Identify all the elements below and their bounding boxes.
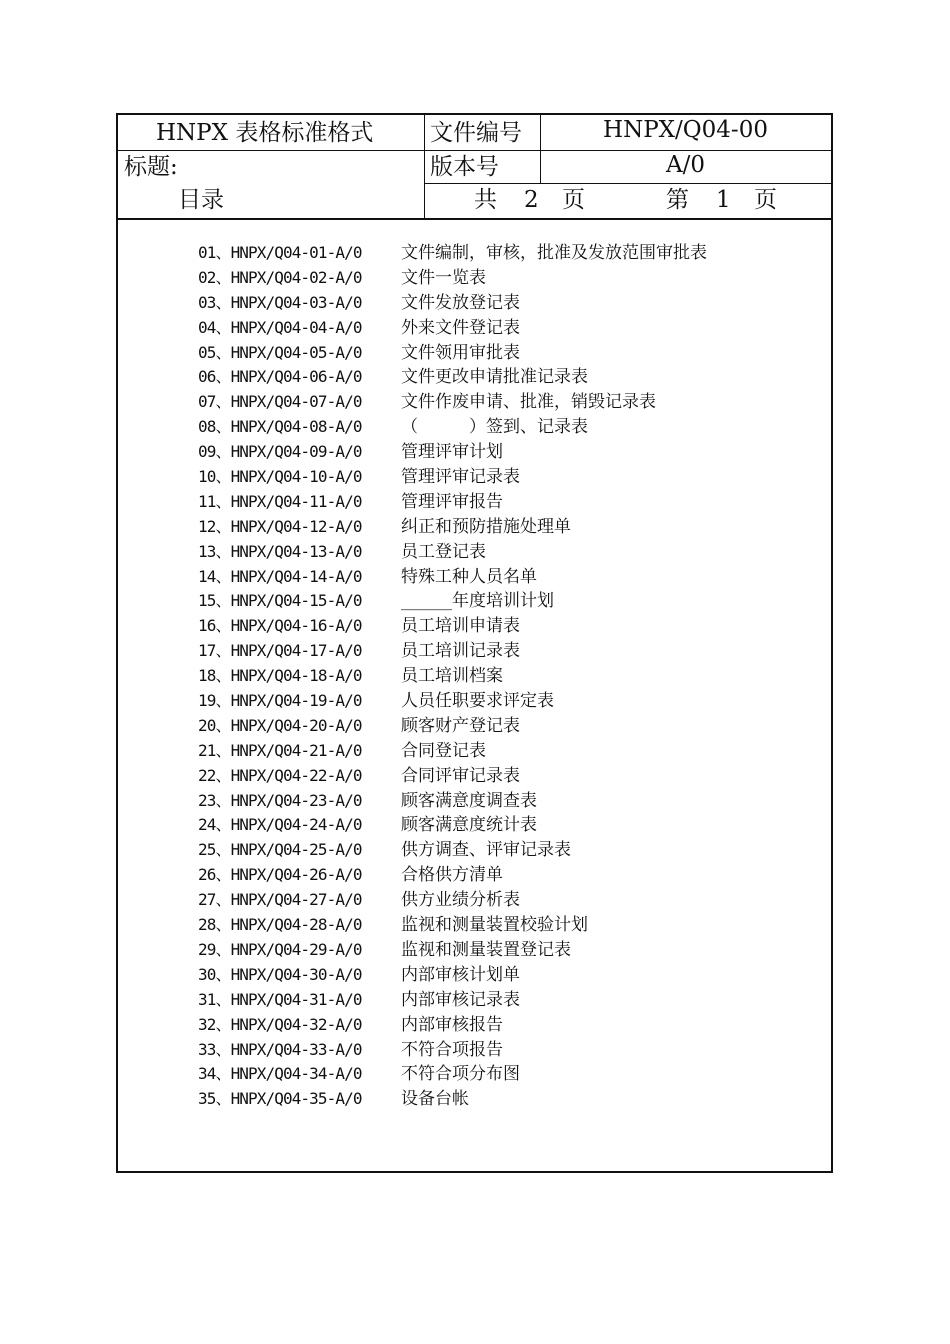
- form-name: 不符合项分布图: [401, 1064, 520, 1085]
- form-code: 17、HNPX/Q04-17-A/0: [198, 641, 362, 661]
- form-name: 顾客满意度统计表: [401, 815, 537, 836]
- form-name: 合同评审记录表: [401, 765, 520, 786]
- page-number: 1: [716, 187, 731, 213]
- form-name: 文件作废申请、批准，销毁记录表: [401, 392, 656, 413]
- form-code: 33、HNPX/Q04-33-A/0: [198, 1039, 362, 1059]
- form-code: 19、HNPX/Q04-19-A/0: [198, 691, 362, 711]
- form-name: 监视和测量装置校验计划: [401, 915, 588, 936]
- form-name: 员工培训申请表: [401, 616, 520, 637]
- form-code: 20、HNPX/Q04-20-A/0: [198, 715, 362, 735]
- form-code: 34、HNPX/Q04-34-A/0: [198, 1064, 362, 1084]
- form-code: 27、HNPX/Q04-27-A/0: [198, 890, 362, 910]
- form-name: 供方调查、评审记录表: [401, 840, 571, 861]
- form-name: 顾客满意度调查表: [401, 790, 537, 811]
- form-name: 内部审核报告: [401, 1014, 503, 1035]
- form-name: 外来文件登记表: [401, 317, 520, 338]
- form-code: 22、HNPX/Q04-22-A/0: [198, 765, 362, 785]
- form-name: ______年度培训计划: [401, 591, 554, 612]
- header-row-divider: [424, 183, 831, 184]
- header-column-divider: [424, 115, 425, 218]
- total-label-post: 页: [562, 187, 585, 213]
- form-name: 合同登记表: [401, 740, 486, 761]
- form-name: 管理评审报告: [401, 491, 503, 512]
- form-code: 35、HNPX/Q04-35-A/0: [198, 1089, 362, 1109]
- doc-no-label: 文件编号: [430, 120, 522, 146]
- form-name: 文件更改申请批准记录表: [401, 367, 588, 388]
- form-code: 06、HNPX/Q04-06-A/0: [198, 367, 362, 387]
- form-name: 合格供方清单: [401, 865, 503, 886]
- form-name: 不符合项报告: [401, 1039, 503, 1060]
- page-label-post: 页: [754, 187, 777, 213]
- title-label: 标题:: [124, 154, 178, 180]
- form-code: 02、HNPX/Q04-02-A/0: [198, 267, 362, 287]
- form-name: 员工培训档案: [401, 666, 503, 687]
- form-name: 顾客财产登记表: [401, 715, 520, 736]
- form-code: 25、HNPX/Q04-25-A/0: [198, 840, 362, 860]
- form-name: 文件领用审批表: [401, 342, 520, 363]
- form-name: 监视和测量装置登记表: [401, 939, 571, 960]
- form-code: 23、HNPX/Q04-23-A/0: [198, 790, 362, 810]
- form-code: 18、HNPX/Q04-18-A/0: [198, 666, 362, 686]
- form-code: 04、HNPX/Q04-04-A/0: [198, 317, 362, 337]
- form-code: 14、HNPX/Q04-14-A/0: [198, 566, 362, 586]
- form-name: 文件发放登记表: [401, 292, 520, 313]
- form-name: 人员任职要求评定表: [401, 691, 554, 712]
- form-name: 员工培训记录表: [401, 641, 520, 662]
- form-code: 09、HNPX/Q04-09-A/0: [198, 442, 362, 462]
- form-code: 31、HNPX/Q04-31-A/0: [198, 989, 362, 1009]
- total-pages: 2: [524, 187, 539, 213]
- form-code: 03、HNPX/Q04-03-A/0: [198, 292, 362, 312]
- form-code: 05、HNPX/Q04-05-A/0: [198, 342, 362, 362]
- total-label-pre: 共: [474, 187, 497, 213]
- version-label: 版本号: [430, 154, 499, 180]
- version-value: A/0: [666, 152, 705, 178]
- form-name: 内部审核记录表: [401, 989, 520, 1010]
- form-name: 设备台帐: [401, 1089, 469, 1110]
- form-code: 08、HNPX/Q04-08-A/0: [198, 417, 362, 437]
- form-code: 15、HNPX/Q04-15-A/0: [198, 591, 362, 611]
- form-code: 30、HNPX/Q04-30-A/0: [198, 964, 362, 984]
- form-code: 13、HNPX/Q04-13-A/0: [198, 541, 362, 561]
- subject-title: 目录: [178, 187, 224, 213]
- document-frame: [116, 113, 833, 1173]
- form-name: （ ）签到、记录表: [401, 417, 588, 438]
- form-name: 管理评审计划: [401, 442, 503, 463]
- form-name: 内部审核计划单: [401, 964, 520, 985]
- form-code: 12、HNPX/Q04-12-A/0: [198, 516, 362, 536]
- form-name: 员工登记表: [401, 541, 486, 562]
- form-title: HNPX 表格标准格式: [156, 120, 374, 146]
- form-name: 管理评审记录表: [401, 467, 520, 488]
- form-code: 26、HNPX/Q04-26-A/0: [198, 865, 362, 885]
- form-header: [118, 115, 831, 220]
- form-name: 特殊工种人员名单: [401, 566, 537, 587]
- form-code: 29、HNPX/Q04-29-A/0: [198, 939, 362, 959]
- form-name: 纠正和预防措施处理单: [401, 516, 571, 537]
- form-code: 32、HNPX/Q04-32-A/0: [198, 1014, 362, 1034]
- page-label-pre: 第: [666, 187, 689, 213]
- form-code: 01、HNPX/Q04-01-A/0: [198, 243, 362, 262]
- form-name: 供方业绩分析表: [401, 890, 520, 911]
- form-code: 28、HNPX/Q04-28-A/0: [198, 915, 362, 935]
- doc-no-value: HNPX/Q04-00: [603, 117, 768, 143]
- form-code: 24、HNPX/Q04-24-A/0: [198, 815, 362, 835]
- form-name: 文件一览表: [401, 267, 486, 288]
- form-code: 10、HNPX/Q04-10-A/0: [198, 467, 362, 487]
- form-code: 11、HNPX/Q04-11-A/0: [198, 491, 362, 511]
- form-code: 07、HNPX/Q04-07-A/0: [198, 392, 362, 412]
- form-code: 21、HNPX/Q04-21-A/0: [198, 740, 362, 760]
- form-name: 文件编制，审核，批准及发放范围审批表: [401, 243, 707, 263]
- form-code: 16、HNPX/Q04-16-A/0: [198, 616, 362, 636]
